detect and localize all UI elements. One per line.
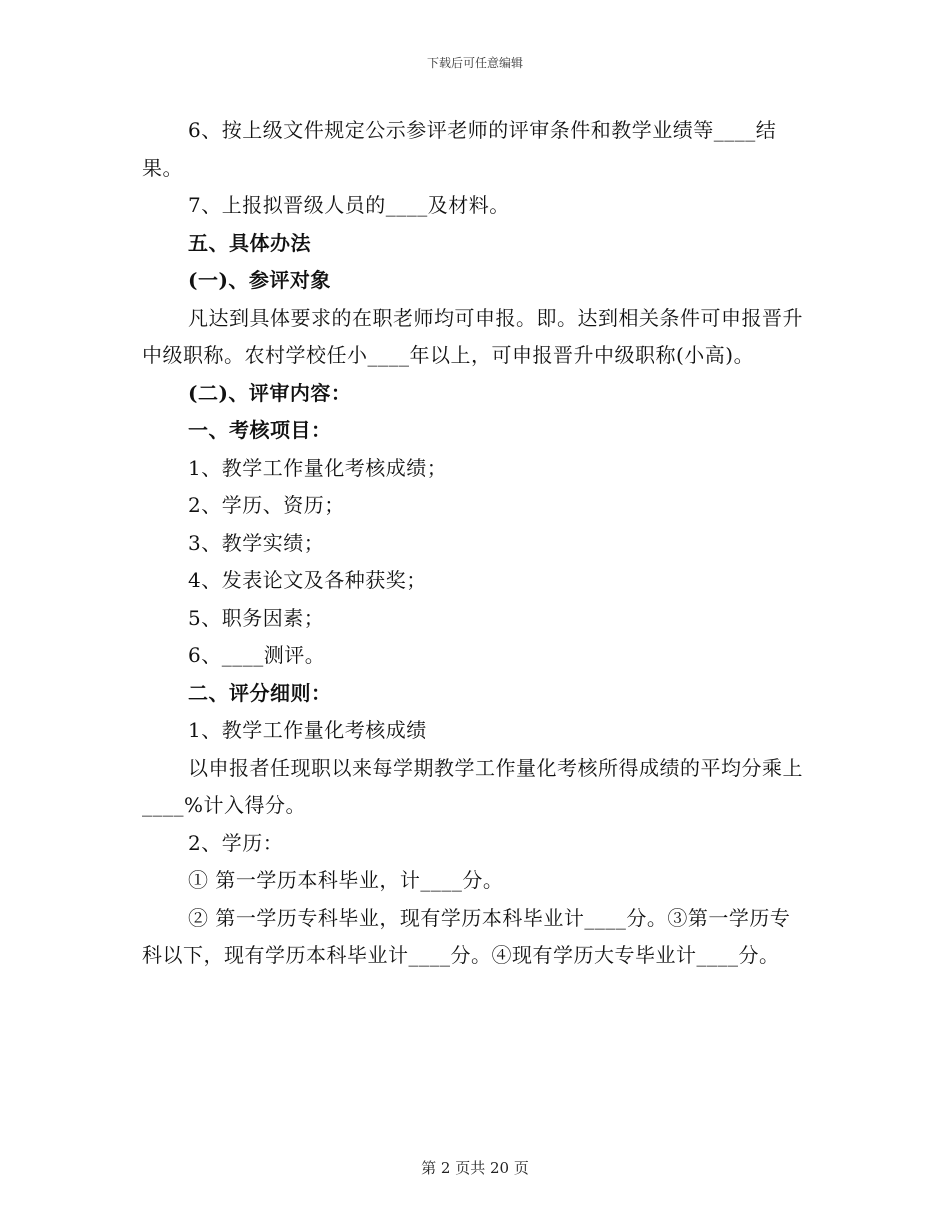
page-footer: 第 2 页共 20 页 [421,1159,529,1177]
paragraph: 凡达到具体要求的在职老师均可申报。即。达到相关条件可申报晋升中级职称。农村学校任小____年以上，可申报晋升中级职称(小高)。 [142,305,803,367]
list-item: 1、教学工作量化考核成绩； [188,455,448,480]
paragraph: 1、教学工作量化考核成绩 [188,718,427,742]
paragraph: 2、学历： [188,830,284,855]
list-item: 2、学历、资历； [188,493,345,517]
section-heading: 二、评分细则： [188,680,332,705]
paragraph: 6、按上级文件规定公示参评老师的评审条件和教学业绩等____结果。 [142,118,777,180]
paragraph: ① 第一学历本科毕业，计____分。 [188,868,504,892]
section-heading: 一、考核项目： [188,418,332,442]
paragraph: 7、上报拟晋级人员的____及材料。 [188,193,510,217]
list-item: 5、职务因素； [188,605,325,630]
paragraph: 以申报者任现职以来每学期教学工作量化考核所得成绩的平均分乘上____%计入得分。 [142,755,803,817]
list-item: 3、教学实绩； [188,530,325,555]
list-item: 6、____测评。 [188,643,326,667]
subsection-heading: (二)、评审内容： [188,380,352,405]
page-header: 下载后可任意编辑 [426,56,523,70]
paragraph: ② 第一学历专科毕业，现有学历本科毕业计____分。③第一学历专科以下，现有学历本科毕业计____分。④现有学历大专毕业计____分。 [142,905,791,967]
subsection-heading: (一)、参评对象 [188,268,331,292]
list-item: 4、发表论文及各种获奖； [188,568,427,592]
section-heading: 五、具体办法 [188,230,311,255]
document-body [142,112,804,975]
